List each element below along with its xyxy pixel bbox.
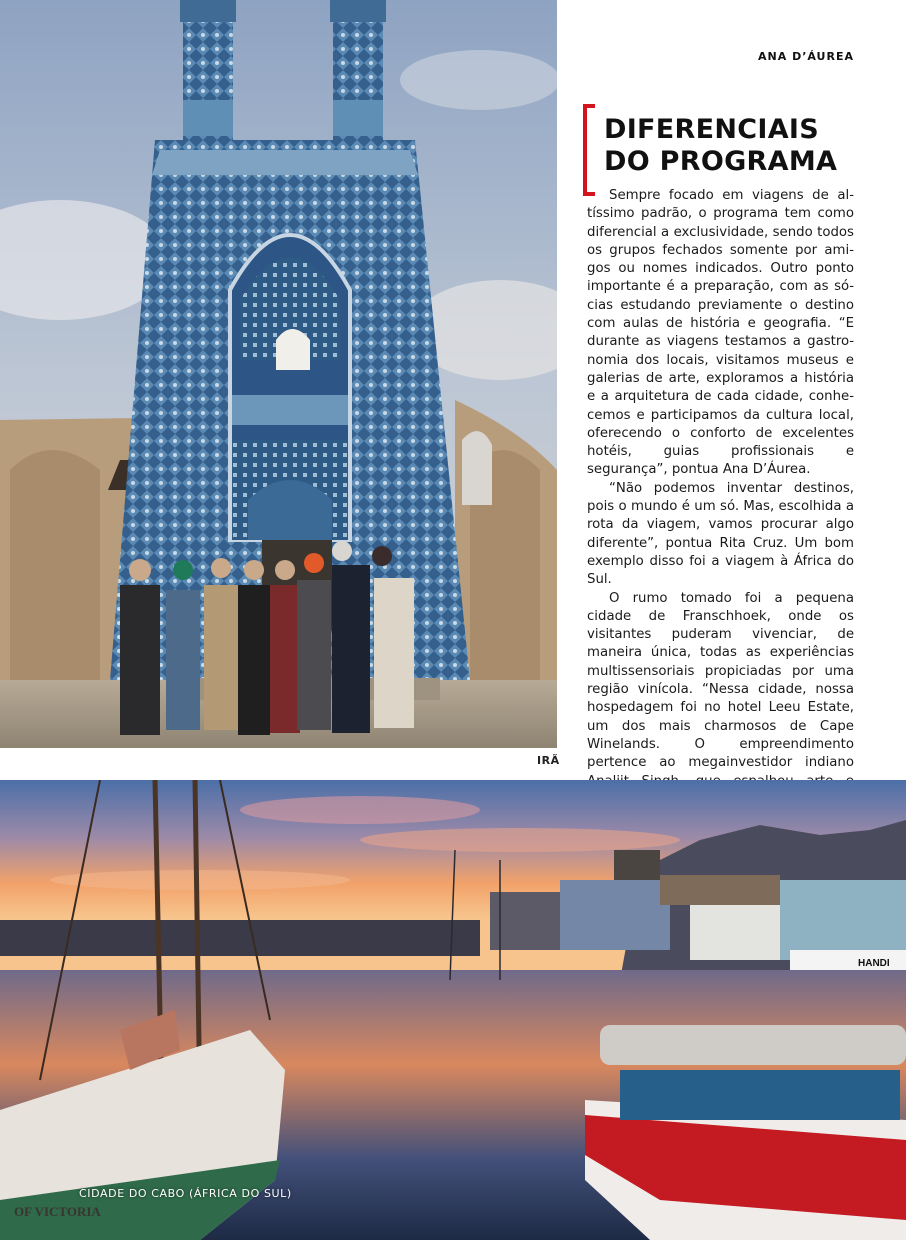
article-paragraph: Sempre focado em viagens de altíssimo padrão, o programa tem como diferencial a exclusividade, sendo todos os grupos fechados somente por amigos ou nomes indicados. Outro ponto importante é a preparação, com as sócias estudando previamente o destino com aulas de história e geografia. “E durante as viagens testamos a gastronomia dos locais, visitamos museus e galerias de arte, exploramos a história e a arquitetura de cada cidade, conhecemos e participamos da cultura local, oferecendo o conforto de excelentes hotéis, guias profissionais e segurança”, pontua Ana D’Áurea. <box>587 188 854 478</box>
section-heading <box>604 114 894 178</box>
author-name: ANA D’ÁUREA <box>758 50 854 63</box>
article-paragraph: “Não podemos inventar destinos, pois o mundo é um só. Mas, escolhida a rota da viagem, vamos procurar algo diferente”, pontua Rita Cruz. Um bom exemplo disso foi a viagem à África do Sul. <box>587 480 854 588</box>
photo-caption-iran: IRÃ <box>537 754 560 767</box>
shop-sign-text: HANDI <box>858 958 890 969</box>
article-paragraph: O rumo tomado foi a pequena cidade de Franschhoek, onde os visitantes puderam vivenciar, de maneira única, todas as experiências multissensoriais propiciadas por uma região vinícola. “Nessa cidade, nossa hospedagem foi no hotel Leeu Estate, um dos mais charmosos de Cape Winelands. O empreendimento pertence ao megainvestidor indiano <box>587 590 854 771</box>
section-heading-line-2: DO PROGRAMA <box>604 146 838 177</box>
article-body <box>587 187 854 827</box>
boat-name-text: OF VICTORIA <box>14 1204 101 1219</box>
section-heading-line-1: DIFERENCIAIS <box>604 114 820 145</box>
photo-caption-cape-town: CIDADE DO CABO (ÁFRICA DO SUL) <box>79 1187 292 1200</box>
red-bracket-decoration <box>583 104 595 196</box>
photo-iran-mosque <box>0 0 557 748</box>
photo-cape-town-harbor <box>0 780 906 1240</box>
